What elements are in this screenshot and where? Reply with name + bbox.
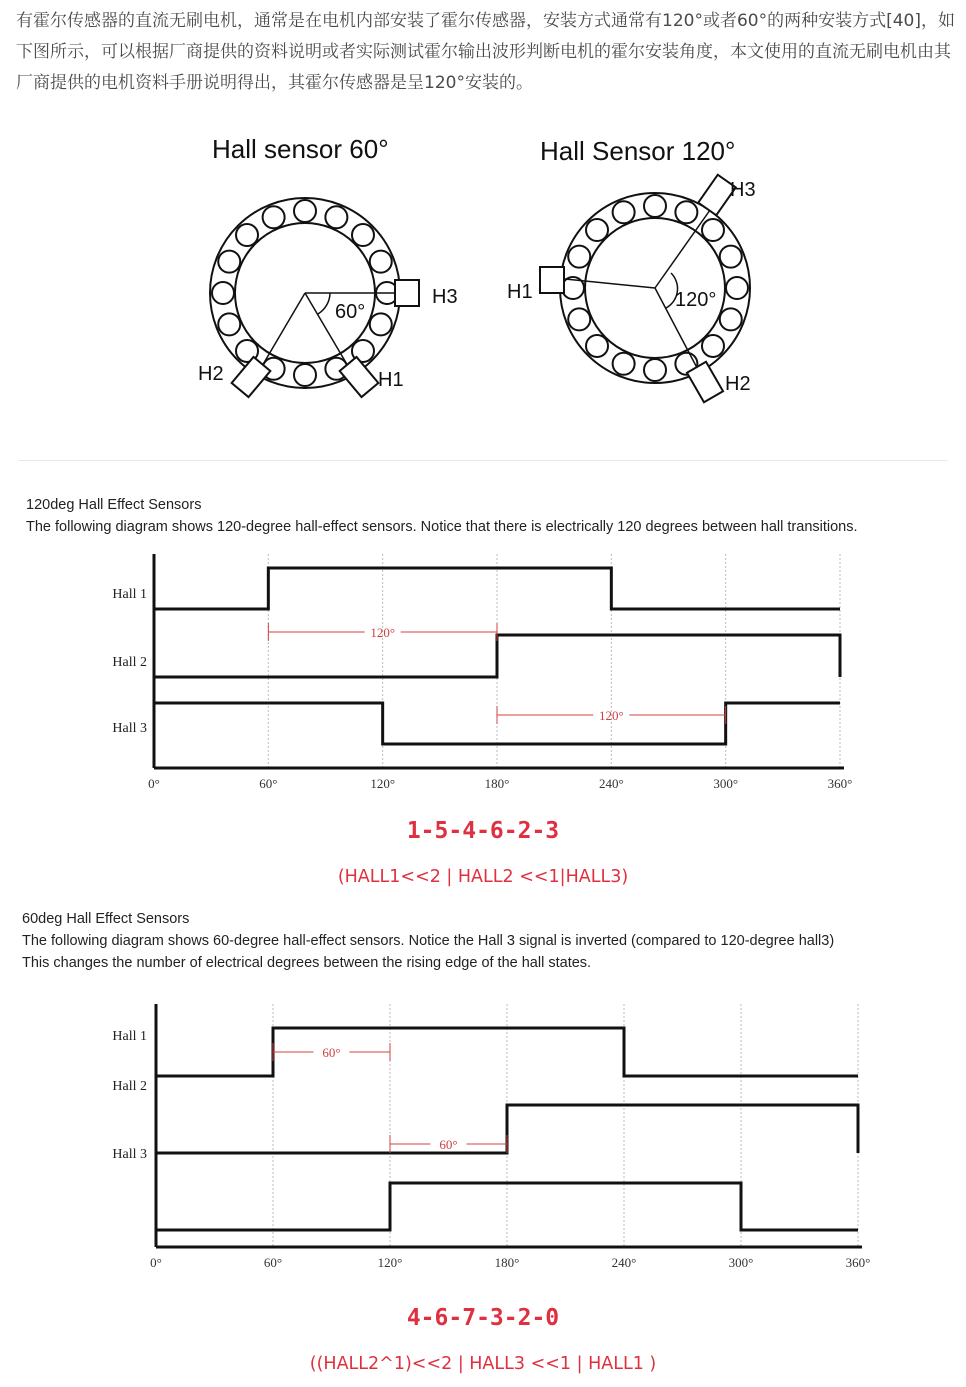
series-label: Hall 2 bbox=[112, 1079, 147, 1094]
intro-paragraph: 有霍尔传感器的直流无刷电机，通常是在电机内部安装了霍尔传感器，安装方式通常有120°或者60°的两种安装方式[40]，如下图所示，可以根据厂商提供的资料说明或者实际测试霍尔输出波形判断电机的霍尔安装角度，本文使用的直流无刷电机由其厂商提供的电机资料手册说明得出，其霍尔传感器是呈120°安装的。 bbox=[16, 11, 955, 93]
angle-annotation bbox=[273, 1043, 390, 1061]
bearing-ball bbox=[236, 224, 258, 246]
bearing-ball bbox=[702, 335, 724, 357]
x-tick-label: 60° bbox=[263, 1255, 283, 1270]
x-tick-label: 360° bbox=[845, 1255, 871, 1270]
motor-60-angle: 60° bbox=[335, 301, 366, 323]
angle-annotation bbox=[268, 623, 497, 641]
section-120-sequence: 1-5-4-6-2-3 bbox=[406, 818, 560, 844]
annotation-label: 60° bbox=[439, 1137, 458, 1152]
series-label: Hall 1 bbox=[112, 1029, 147, 1044]
series-line bbox=[154, 635, 840, 677]
bearing-ball bbox=[586, 335, 608, 357]
bearing-ball bbox=[218, 313, 240, 335]
x-tick-label: 300° bbox=[728, 1255, 754, 1270]
x-tick-label: 120° bbox=[370, 776, 396, 791]
motor-60-title: Hall sensor 60° bbox=[212, 134, 389, 164]
hall-sensor-placement-figure bbox=[160, 128, 800, 408]
bearing-ball bbox=[263, 206, 285, 228]
annotation-label: 120° bbox=[598, 708, 624, 723]
x-tick-label: 360° bbox=[827, 776, 853, 791]
bearing-ball bbox=[325, 206, 347, 228]
x-tick-label: 120° bbox=[377, 1255, 403, 1270]
angle-annotation bbox=[390, 1135, 507, 1153]
motor-120-angle: 120° bbox=[675, 289, 717, 311]
bearing-ball bbox=[613, 201, 635, 223]
motor-60-h3: H3 bbox=[432, 286, 458, 308]
x-tick-label: 240° bbox=[611, 1255, 637, 1270]
bearing-ball bbox=[352, 224, 374, 246]
x-tick-label: 300° bbox=[713, 776, 739, 791]
annotation-label: 60° bbox=[322, 1045, 341, 1060]
bearing-ball bbox=[568, 246, 590, 268]
bearing-ball bbox=[726, 277, 748, 299]
section-60-sequence: 4-6-7-3-2-0 bbox=[406, 1305, 560, 1331]
bearing-ball bbox=[644, 195, 666, 217]
bearing-ball bbox=[568, 308, 590, 330]
bearing-ball bbox=[294, 364, 316, 386]
bearing-ball bbox=[720, 246, 742, 268]
series-label: Hall 1 bbox=[112, 587, 147, 602]
motor-120-h2: H2 bbox=[725, 373, 751, 395]
series-label: Hall 2 bbox=[112, 655, 147, 670]
hall-120-timing-chart bbox=[100, 550, 880, 795]
x-tick-label: 0° bbox=[150, 1255, 162, 1270]
motor-120-title: Hall Sensor 120° bbox=[540, 136, 736, 166]
bearing-ball bbox=[702, 219, 724, 241]
x-tick-label: 180° bbox=[484, 776, 510, 791]
section-120-header bbox=[26, 494, 858, 538]
section-120-formula: (HALL1<<2 | HALL2 <<1|HALL3) bbox=[337, 867, 629, 887]
x-tick-label: 240° bbox=[598, 776, 624, 791]
section-60-formula: ((HALL2^1)<<2 | HALL3 <<1 | HALL1 ) bbox=[309, 1354, 657, 1374]
bearing-ball bbox=[720, 308, 742, 330]
bearing-ball bbox=[212, 282, 234, 304]
series-line bbox=[156, 1183, 858, 1230]
motor-120-h3: H3 bbox=[730, 179, 756, 201]
divider bbox=[18, 460, 948, 461]
motor-120-diagram bbox=[507, 136, 756, 402]
angle-annotation bbox=[497, 706, 726, 724]
bearing-ball bbox=[294, 200, 316, 222]
bearing-ball bbox=[218, 251, 240, 273]
motor-120-h1: H1 bbox=[507, 281, 533, 303]
section-60-description-2: This changes the number of electrical degrees between the rising edge of the hall states. bbox=[22, 955, 592, 971]
section-60-header bbox=[22, 908, 834, 974]
bearing-ball bbox=[370, 251, 392, 273]
section-60-description-1: The following diagram shows 60-degree hall-effect sensors. Notice the Hall 3 signal is inverted (compared to 120-degree hall3) bbox=[22, 933, 835, 949]
motor-60-h1: H1 bbox=[378, 369, 404, 391]
x-tick-label: 180° bbox=[494, 1255, 520, 1270]
x-tick-label: 60° bbox=[259, 776, 278, 791]
series-label: Hall 3 bbox=[112, 721, 147, 736]
section-120-heading: 120deg Hall Effect Sensors bbox=[26, 497, 202, 513]
section-120-description: The following diagram shows 120-degree hall-effect sensors. Notice that there is electrically 120 degrees between hall transitions. bbox=[26, 519, 858, 535]
annotation-label: 120° bbox=[370, 625, 396, 640]
hall-60-timing-chart bbox=[100, 1000, 880, 1280]
series-label: Hall 3 bbox=[112, 1147, 147, 1162]
section-60-heading: 60deg Hall Effect Sensors bbox=[22, 911, 190, 927]
x-tick-label: 0° bbox=[148, 776, 160, 791]
bearing-ball bbox=[613, 353, 635, 375]
bearing-ball bbox=[370, 313, 392, 335]
bearing-ball bbox=[675, 201, 697, 223]
motor-60-diagram bbox=[198, 134, 458, 397]
bearing-ball bbox=[586, 219, 608, 241]
bearing-ball bbox=[644, 359, 666, 381]
motor-60-h2: H2 bbox=[198, 363, 224, 385]
